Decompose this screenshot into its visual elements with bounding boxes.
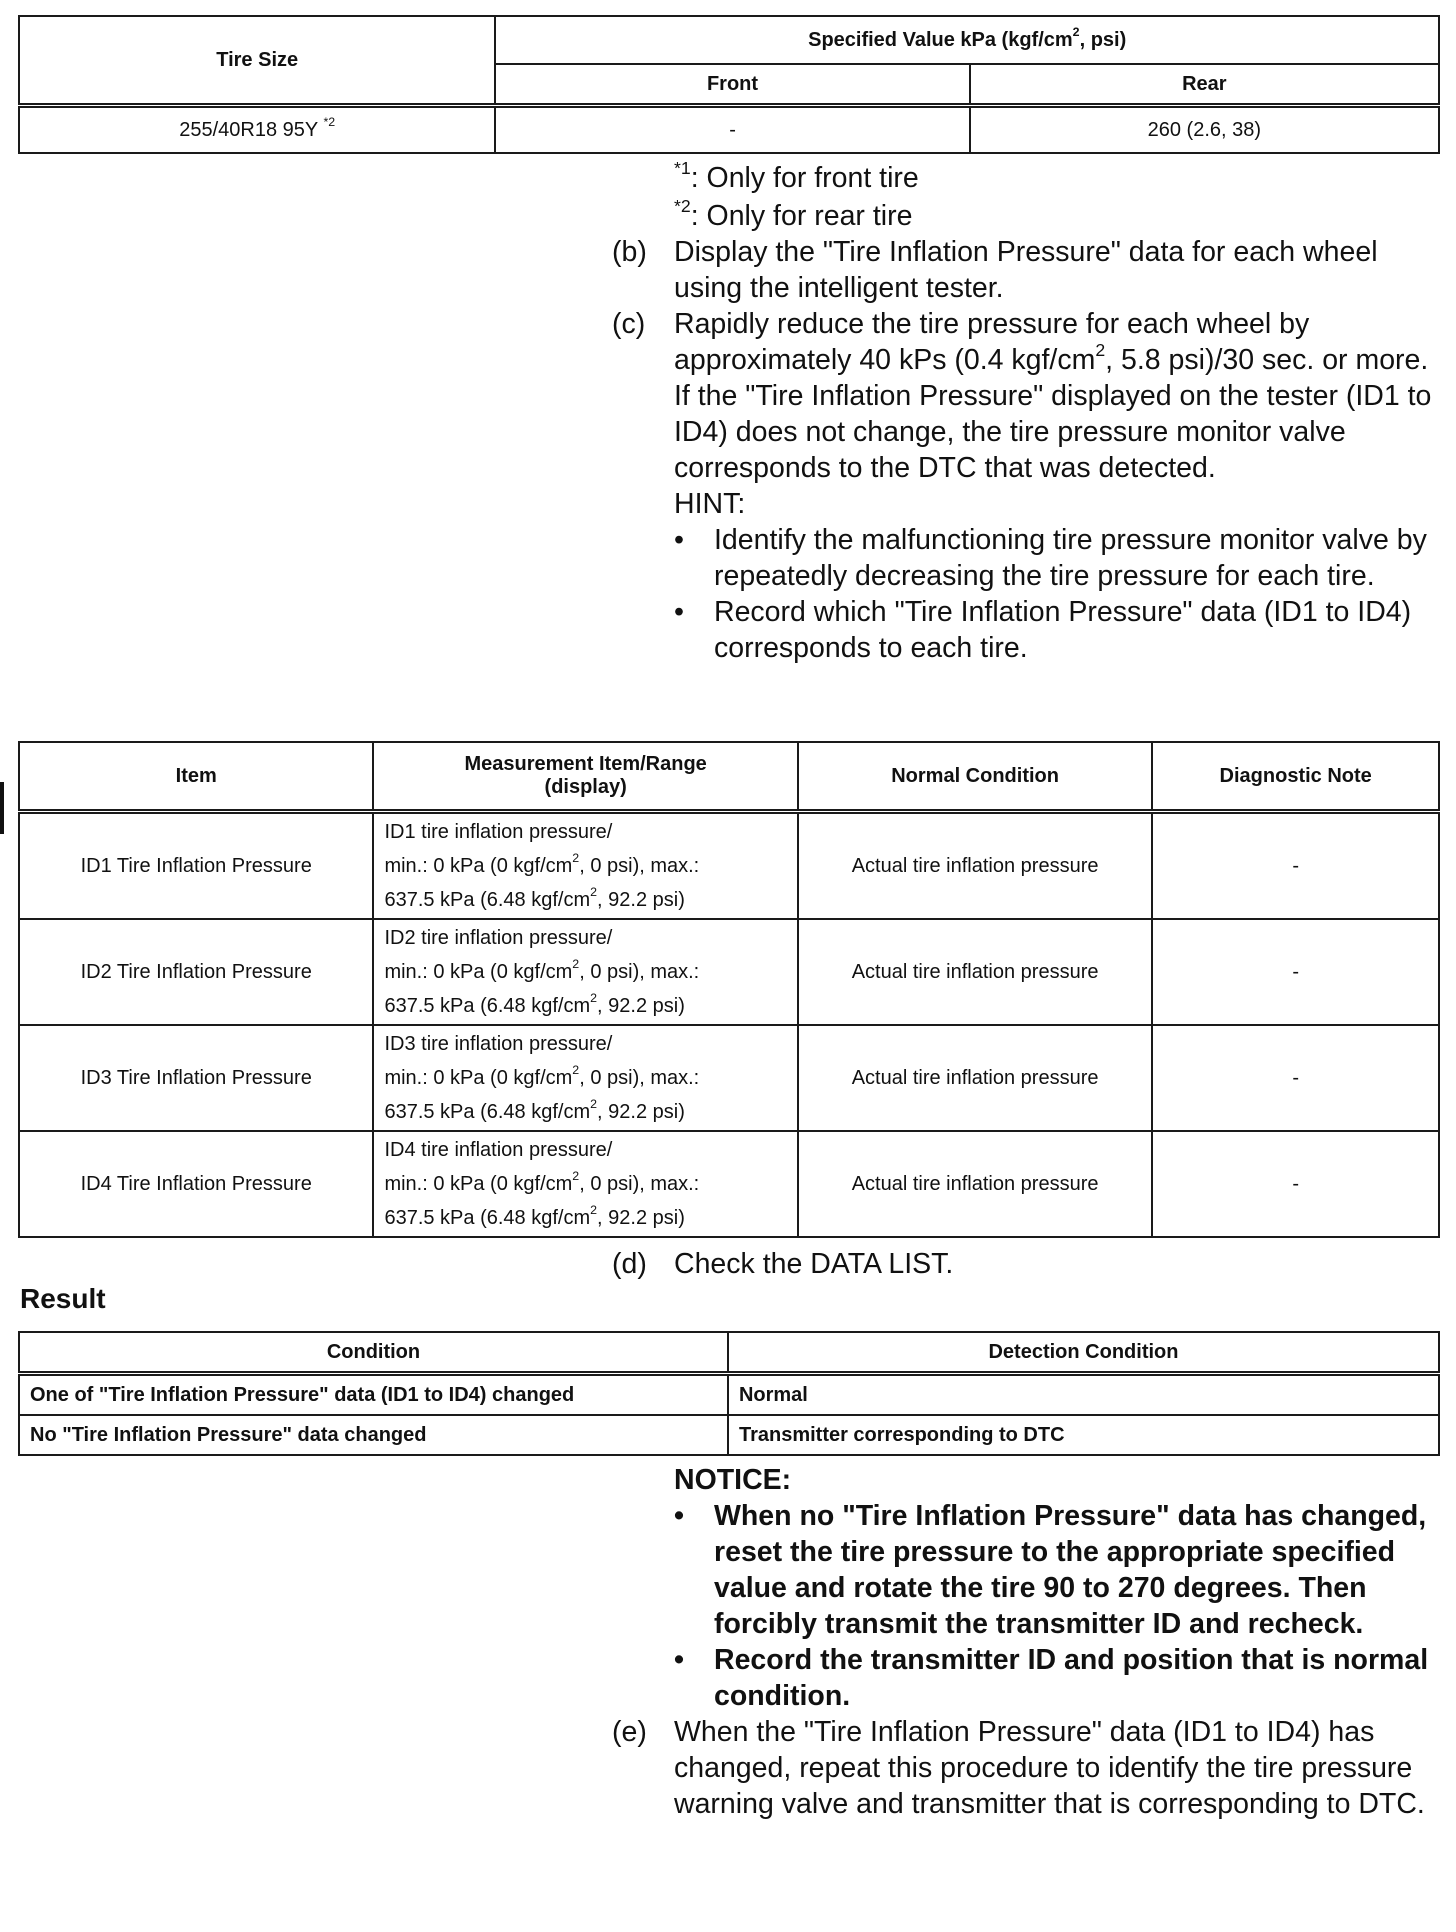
header-rear: Rear	[970, 64, 1439, 106]
bullet-icon: •	[674, 1500, 684, 1532]
notice-bullet-1: • When no "Tire Inflation Pressure" data has changed, reset the tire pressure to the appropriate specified value and rotate the tire 90 to 270 degrees. Then forcibly transmit the transmitter ID and recheck.	[674, 1500, 1427, 1640]
hint-bullet-2: • Record which "Tire Inflation Pressure" data (ID1 to ID4) corresponds to each tire.	[674, 596, 1412, 664]
step-e	[596, 1714, 1446, 1822]
cell-tire-size: 255/40R18 95Y $^{*2}$	[19, 106, 495, 154]
procedure-block-lower	[596, 1462, 1446, 1822]
cell-normal: Actual tire inflation pressure	[798, 812, 1152, 920]
cell-range: ID1 tire inflation pressure/ min.: 0 kPa (0 kgf/$cm^2$, 0 psi), max.: 637.5 kPa (6.48 kgf/$cm^2$, 92.2 psi)	[373, 812, 797, 920]
cell-detection: Transmitter corresponding to DTC	[728, 1415, 1439, 1455]
header-item: Item	[19, 742, 373, 812]
step-b-text: Display the "Tire Inflation Pressure" data for each wheel using the intelligent tester.	[674, 236, 1378, 304]
header-normal-condition: Normal Condition	[798, 742, 1152, 812]
cell-item: ID3 Tire Inflation Pressure	[19, 1025, 373, 1131]
cell-item: ID2 Tire Inflation Pressure	[19, 919, 373, 1025]
cell-item: ID4 Tire Inflation Pressure	[19, 1131, 373, 1237]
cell-normal: Actual tire inflation pressure	[798, 1131, 1152, 1237]
header-specified-value: Specified Value kPa ($kgf/cm^2$, psi)	[495, 16, 1439, 64]
margin-change-bar	[0, 782, 4, 834]
step-b	[596, 234, 1446, 306]
notice-bullet-2: • Record the transmitter ID and position that is normal condition.	[674, 1644, 1429, 1712]
step-c-text: Rapidly reduce the tire pressure for each wheel by approximately 40 kPs (0.4 kgf/$cm^2$, 5.8 psi)/30 sec. or more. If the "Tire Inflation Pressure" displayed on the tester (ID1 to ID4) does not change, the tire pressure monitor valve corresponds to the DTC that was detected.	[674, 308, 1432, 484]
cell-normal: Actual tire inflation pressure	[798, 919, 1152, 1025]
footnote-2: $^{*2}$: Only for rear tire	[674, 195, 913, 232]
procedure-block-upper	[596, 157, 1446, 666]
hint-label: HINT:	[674, 488, 746, 520]
table-row	[19, 812, 1439, 920]
header-tire-size: Tire Size	[19, 16, 495, 106]
result-heading: Result	[20, 1283, 106, 1314]
cell-condition: No "Tire Inflation Pressure" data changed	[19, 1415, 728, 1455]
table-row	[19, 1131, 1439, 1237]
result-table	[18, 1331, 1440, 1456]
notice-label: NOTICE:	[674, 1464, 792, 1496]
step-d-text: Check the DATA LIST.	[674, 1248, 954, 1280]
hint-bullet-1: • Identify the malfunctioning tire pressure monitor valve by repeatedly decreasing the tire pressure for each tire.	[674, 524, 1427, 592]
table-row	[19, 1415, 1439, 1455]
cell-note: -	[1152, 812, 1439, 920]
cell-rear-value: 260 (2.6, 38)	[970, 106, 1439, 154]
step-e-text: When the "Tire Inflation Pressure" data (ID1 to ID4) has changed, repeat this procedure to identify the tire pressure warning valve and transmitter that is corresponding to DTC.	[674, 1716, 1425, 1820]
cell-note: -	[1152, 1025, 1439, 1131]
step-d	[596, 1246, 1446, 1282]
cell-note: -	[1152, 1131, 1439, 1237]
header-measurement-range: Measurement Item/Range (display)	[373, 742, 797, 812]
tire-pressure-spec-table	[18, 15, 1440, 154]
cell-condition: One of "Tire Inflation Pressure" data (ID1 to ID4) changed	[19, 1374, 728, 1416]
cell-range: ID3 tire inflation pressure/ min.: 0 kPa (0 kgf/$cm^2$, 0 psi), max.: 637.5 kPa (6.48 kgf/$cm^2$, 92.2 psi)	[373, 1025, 797, 1131]
step-b-label: (b)	[612, 236, 647, 268]
cell-normal: Actual tire inflation pressure	[798, 1025, 1152, 1131]
cell-front-value: -	[495, 106, 969, 154]
header-diagnostic-note: Diagnostic Note	[1152, 742, 1439, 812]
header-condition: Condition	[19, 1332, 728, 1374]
table-row	[19, 1374, 1439, 1416]
header-detection-condition: Detection Condition	[728, 1332, 1439, 1374]
bullet-icon: •	[674, 1644, 684, 1676]
footnote-1: $^{*1}$: Only for front tire	[674, 157, 919, 194]
procedure-block-d	[596, 1246, 1446, 1282]
bullet-icon: •	[674, 596, 684, 628]
step-c	[596, 306, 1446, 486]
step-e-label: (e)	[612, 1716, 647, 1748]
data-list-table	[18, 741, 1440, 1238]
table-row	[19, 919, 1439, 1025]
cell-range: ID2 tire inflation pressure/ min.: 0 kPa (0 kgf/$cm^2$, 0 psi), max.: 637.5 kPa (6.48 kgf/$cm^2$, 92.2 psi)	[373, 919, 797, 1025]
header-front: Front	[495, 64, 969, 106]
step-d-label: (d)	[612, 1248, 647, 1280]
cell-detection: Normal	[728, 1374, 1439, 1416]
step-c-label: (c)	[612, 308, 646, 340]
table-row	[19, 1025, 1439, 1131]
cell-item: ID1 Tire Inflation Pressure	[19, 812, 373, 920]
cell-note: -	[1152, 919, 1439, 1025]
bullet-icon: •	[674, 524, 684, 556]
cell-range: ID4 tire inflation pressure/ min.: 0 kPa (0 kgf/$cm^2$, 0 psi), max.: 637.5 kPa (6.48 kgf/$cm^2$, 92.2 psi)	[373, 1131, 797, 1237]
